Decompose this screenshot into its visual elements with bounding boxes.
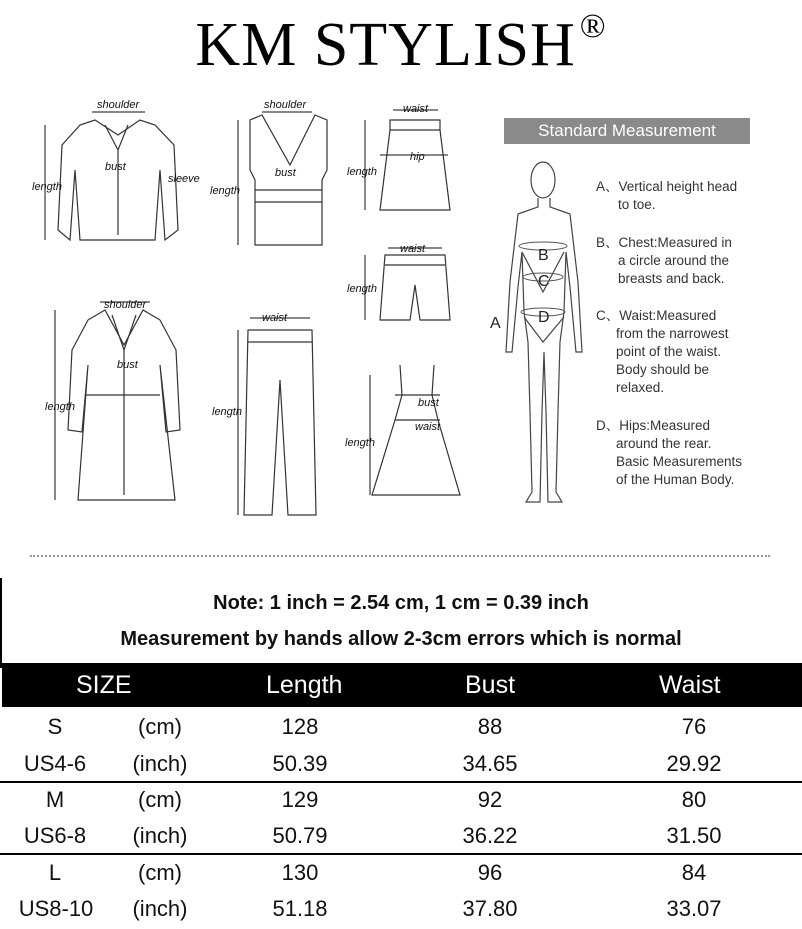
header-length: Length (266, 671, 343, 699)
pants-diagram (244, 330, 316, 515)
shirt-diagram (58, 120, 178, 240)
skirt-waist-label: waist (403, 103, 429, 115)
shorts-waist-label: waist (400, 243, 426, 255)
pants-waist-label: waist (262, 312, 288, 324)
row-l-waist: 84 (681, 860, 707, 885)
brand-name: KM STYLISH (195, 11, 576, 79)
shirt-length-label: length (32, 181, 62, 193)
dress-bust-label: bust (418, 397, 439, 409)
measure-item-c: C、Waist:Measured from the narrowest point of the waist. Body should be relaxed. (596, 308, 729, 395)
row-m-us-size: US6-8 (23, 823, 87, 848)
row-l-us-waist: 33.07 (666, 896, 722, 921)
note-errors: Measurement by hands allow 2-3cm errors which is normal (120, 628, 682, 650)
row-divider (0, 781, 802, 783)
row-s-size: S (47, 714, 63, 739)
standard-measurement-title: Standard Measurement (504, 118, 750, 144)
measure-item-a: A、Vertical height head to toe. (596, 179, 738, 212)
row-m-us-waist: 31.50 (666, 823, 722, 848)
shorts-length-label: length (347, 283, 377, 295)
row-m-us-unit: (inch) (132, 823, 188, 848)
coat-bust-label: bust (117, 359, 138, 371)
row-l-bust: 96 (477, 860, 503, 885)
garment-diagrams (0, 90, 500, 530)
pants-length-label: length (212, 406, 242, 418)
row-divider (0, 853, 802, 855)
row-s-bust: 88 (477, 714, 503, 739)
measure-item-b: B、Chest:Measured in a circle around the breasts and back. (596, 235, 732, 286)
row-s-length: 128 (281, 714, 319, 739)
row-s-us-unit: (inch) (132, 751, 188, 776)
row-s-us-waist: 29.92 (666, 751, 722, 776)
size-table-header (2, 663, 802, 707)
tank-length-label: length (210, 185, 240, 197)
row-s-us-length: 50.39 (272, 751, 328, 776)
marker-d: D (538, 309, 550, 326)
marker-c: C (538, 273, 550, 290)
header-waist: Waist (659, 671, 721, 699)
section-divider (30, 555, 770, 557)
coat-length-label: length (45, 401, 75, 413)
row-s-unit: (cm) (138, 714, 182, 739)
row-l-us-size: US8-10 (18, 896, 94, 921)
row-l-us-bust: 37.80 (462, 896, 518, 921)
marker-b: B (538, 247, 549, 264)
dress-length-label: length (345, 437, 375, 449)
row-l-us-length: 51.18 (272, 896, 328, 921)
tank-shoulder-label: shoulder (264, 99, 307, 111)
brand-title (0, 8, 802, 79)
shirt-bust-label: bust (105, 161, 126, 173)
row-m-us-bust: 36.22 (462, 823, 518, 848)
skirt-diagram (380, 120, 450, 210)
note-conversion: Note: 1 inch = 2.54 cm, 1 cm = 0.39 inch (213, 592, 589, 614)
skirt-length-label: length (347, 166, 377, 178)
row-l-size: L (48, 860, 62, 885)
header-bust: Bust (465, 671, 516, 699)
dress-waist-label: waist (415, 421, 441, 433)
row-m-waist: 80 (681, 787, 707, 812)
header-size: SIZE (76, 671, 132, 699)
shirt-shoulder-label: shoulder (97, 99, 140, 111)
row-l-us-unit: (inch) (132, 896, 188, 921)
shirt-sleeve-label: sleeve (168, 173, 200, 185)
row-l-unit: (cm) (138, 860, 182, 885)
row-s-waist: 76 (681, 714, 707, 739)
row-m-size: M (45, 787, 65, 812)
row-l-length: 130 (281, 860, 319, 885)
row-m-bust: 92 (477, 787, 503, 812)
tank-diagram (250, 115, 327, 245)
row-s-us-bust: 34.65 (462, 751, 518, 776)
skirt-hip-label: hip (410, 151, 425, 163)
tank-bust-label: bust (275, 167, 296, 179)
measure-item-d: D、Hips:Measured around the rear. Basic Measurements of the Human Body. (596, 418, 743, 487)
row-m-length: 129 (281, 787, 319, 812)
registered-mark: ® (579, 8, 607, 45)
coat-diagram (68, 310, 180, 500)
row-m-unit: (cm) (138, 787, 182, 812)
human-figure (488, 152, 598, 512)
coat-shoulder-label: shoulder (104, 299, 147, 311)
shorts-diagram (380, 255, 450, 320)
row-s-us-size: US4-6 (23, 751, 87, 776)
row-m-us-length: 50.79 (272, 823, 328, 848)
marker-a: A (490, 315, 501, 332)
